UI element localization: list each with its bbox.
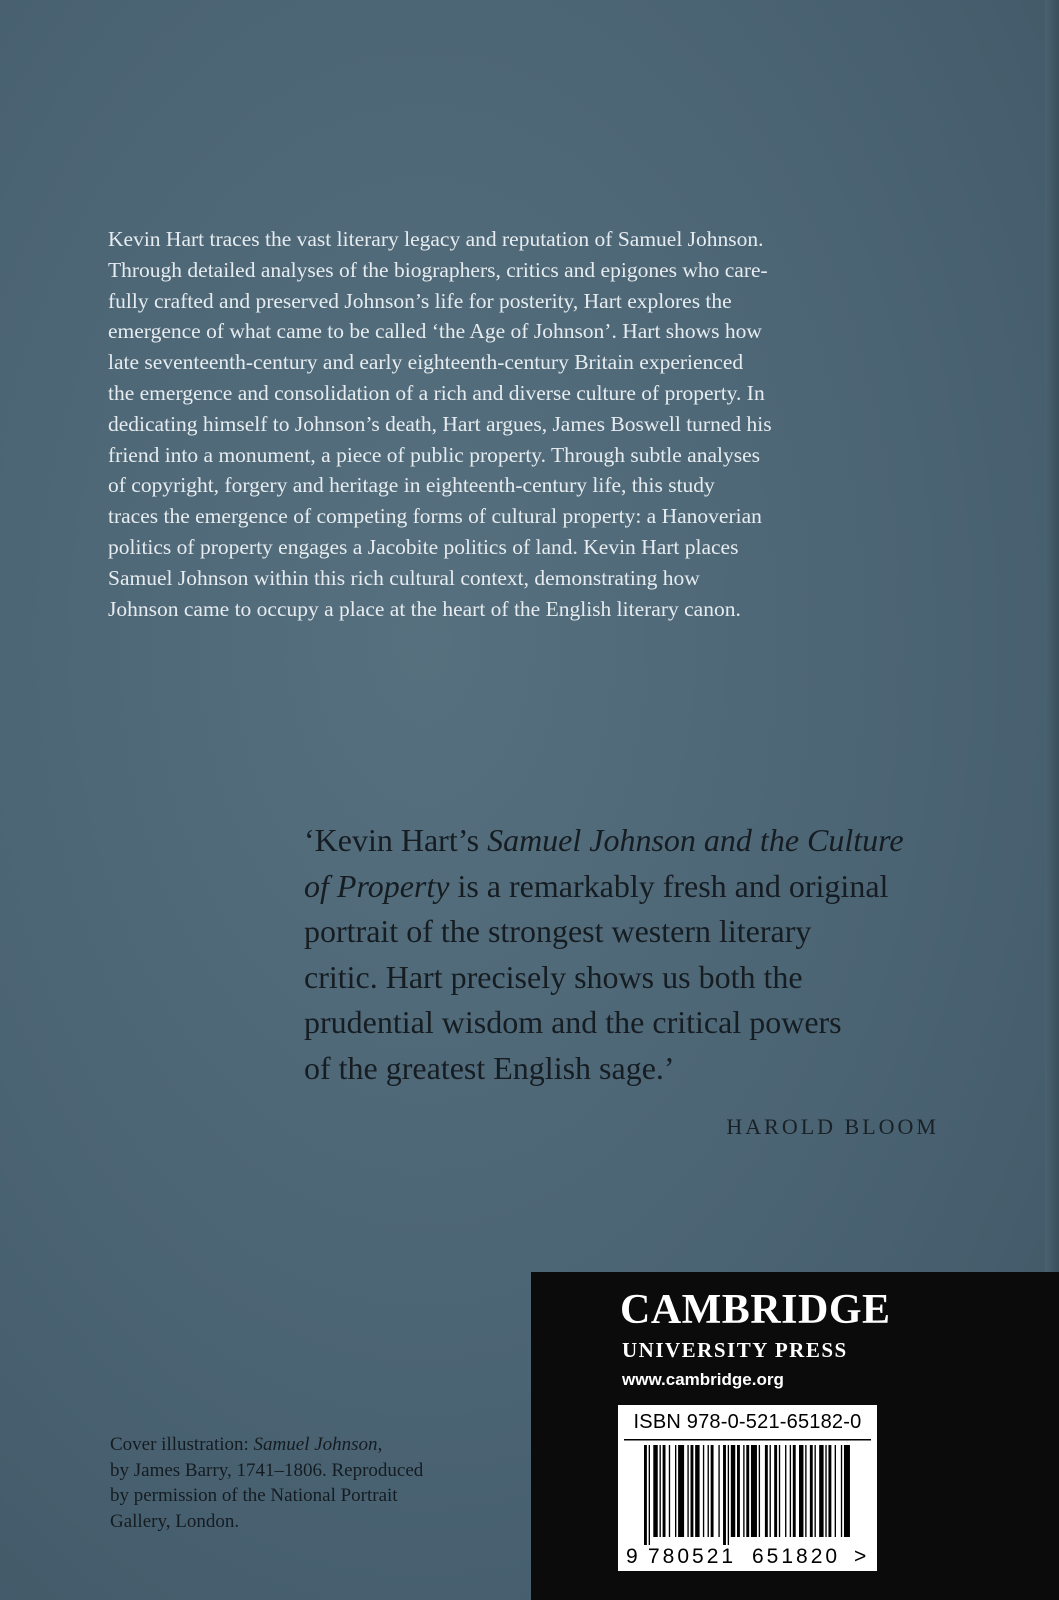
quote-line (304, 818, 934, 864)
quote-attribution: HAROLD BLOOM (726, 1114, 939, 1139)
barcode-bar (746, 1445, 749, 1537)
barcode-bar (779, 1445, 780, 1537)
blurb-line: late seventeenth-century and early eighteenth-century Britain experienced (108, 350, 744, 375)
barcode-bar (718, 1445, 719, 1537)
blurb-line: dedicating himself to Johnson’s death, Hart argues, James Boswell turned his (108, 411, 772, 436)
barcode-bar (841, 1445, 842, 1537)
publisher-box (531, 1272, 1059, 1600)
blurb-line: politics of property engages a Jacobite politics of land. Kevin Hart places (108, 534, 739, 559)
quote-line: critic. Hart precisely shows us both the (304, 958, 803, 995)
barcode-bar (805, 1445, 806, 1537)
blurb-line: Samuel Johnson within this rich cultural context, demonstrating how (108, 565, 700, 590)
publisher-name: CAMBRIDGE (620, 1287, 891, 1333)
barcode-digits-right: 651820 (752, 1545, 841, 1568)
barcode-bar (785, 1445, 786, 1537)
barcode-bar (731, 1445, 735, 1537)
publisher-subtitle: UNIVERSITY PRESS (622, 1338, 848, 1362)
quote-line: prudential wisdom and the critical powers (304, 1004, 842, 1040)
barcode-bar (815, 1445, 816, 1537)
barcode-bar (653, 1445, 657, 1537)
blurb (108, 224, 928, 624)
barcode-bar (751, 1445, 757, 1537)
blurb-line: of copyright, forgery and heritage in eighteenth-century life, this study (108, 473, 715, 498)
barcode-digits-left: 780521 (648, 1545, 737, 1568)
quote-line (304, 864, 934, 910)
barcode-bar (675, 1445, 676, 1537)
barcode-bar (708, 1445, 709, 1537)
barcode-bar (691, 1445, 694, 1537)
blurb-line: Johnson came to occupy a place at the heart of the English literary canon. (108, 596, 741, 621)
credit-line: by permission of the National Portrait (110, 1485, 398, 1506)
blurb-line: fully crafted and preserved Johnson’s life for posterity, Hart explores the (108, 288, 732, 313)
barcode-bar (765, 1445, 768, 1537)
barcode-bars (618, 1405, 877, 1571)
credit-work-title: Samuel Johnson (253, 1434, 378, 1455)
barcode-bar (669, 1445, 670, 1537)
barcode-bar (810, 1445, 813, 1537)
barcode-bar (737, 1445, 740, 1537)
barcode-bar (678, 1445, 684, 1537)
isbn-barcode (618, 1405, 877, 1571)
credit-line: by James Barry, 1741–1806. Reproduced (110, 1459, 424, 1481)
barcode-bar (799, 1445, 803, 1537)
barcode-digit-lead: 9 (626, 1545, 638, 1568)
barcode-quiet-zone-arrow: > (854, 1545, 867, 1568)
credit-line (110, 1432, 470, 1458)
isbn-label: ISBN 978-0-521-65182-0 (633, 1411, 862, 1433)
quote-text: is a remarkably fresh and original (449, 867, 889, 904)
barcode-bar (743, 1445, 744, 1537)
blurb-line: Through detailed analyses of the biographers, critics and epigones who care- (108, 257, 768, 282)
publisher-url: www.cambridge.org (622, 1370, 784, 1389)
blurb-line: Kevin Hart traces the vast literary legacy and reputation of Samuel Johnson. (108, 227, 764, 251)
quote-line: portrait of the strongest western literary (304, 913, 812, 949)
credit-comma: , (377, 1434, 383, 1455)
barcode-bar (828, 1445, 831, 1537)
barcode-bar (835, 1445, 836, 1537)
barcode-bar (649, 1445, 650, 1545)
credit-line: Gallery, London. (110, 1510, 240, 1532)
barcode-bar (774, 1445, 777, 1537)
barcode-bar (728, 1445, 729, 1545)
quote-book-title-end: of Property (304, 867, 450, 904)
blurb-line: the emergence and consolidation of a rich and diverse culture of property. In (108, 380, 765, 405)
barcode-bar (687, 1445, 688, 1537)
barcode-bar (723, 1445, 726, 1545)
barcode-bar (644, 1445, 647, 1545)
barcode-bar (695, 1445, 699, 1537)
barcode-bar (703, 1445, 704, 1537)
barcode-bar (844, 1445, 850, 1537)
barcode-bar (819, 1445, 823, 1537)
quote-book-title: Samuel Johnson and the Culture (487, 822, 904, 858)
blurb-line: emergence of what came to be called ‘the Age of Johnson’. Hart shows how (108, 319, 762, 344)
barcode-bar (663, 1445, 666, 1537)
quote-line: of the greatest English sage.’ (304, 1049, 675, 1086)
cover-illustration-credit (110, 1432, 470, 1534)
barcode-bar (770, 1445, 771, 1537)
blurb-line: friend into a monument, a piece of public property. Through subtle analyses (108, 442, 760, 467)
endorsement-quote (304, 818, 934, 1091)
credit-prefix: Cover illustration: (110, 1434, 254, 1455)
barcode-bar (660, 1445, 661, 1537)
barcode-bar (759, 1445, 760, 1537)
quote-open: ‘Kevin Hart’s (304, 822, 488, 858)
barcode-bar (793, 1445, 796, 1537)
barcode-bar (825, 1445, 826, 1537)
barcode-bar (790, 1445, 791, 1537)
blurb-line: traces the emergence of competing forms of cultural property: a Hanoverian (108, 504, 762, 529)
barcode-bar (711, 1445, 714, 1537)
